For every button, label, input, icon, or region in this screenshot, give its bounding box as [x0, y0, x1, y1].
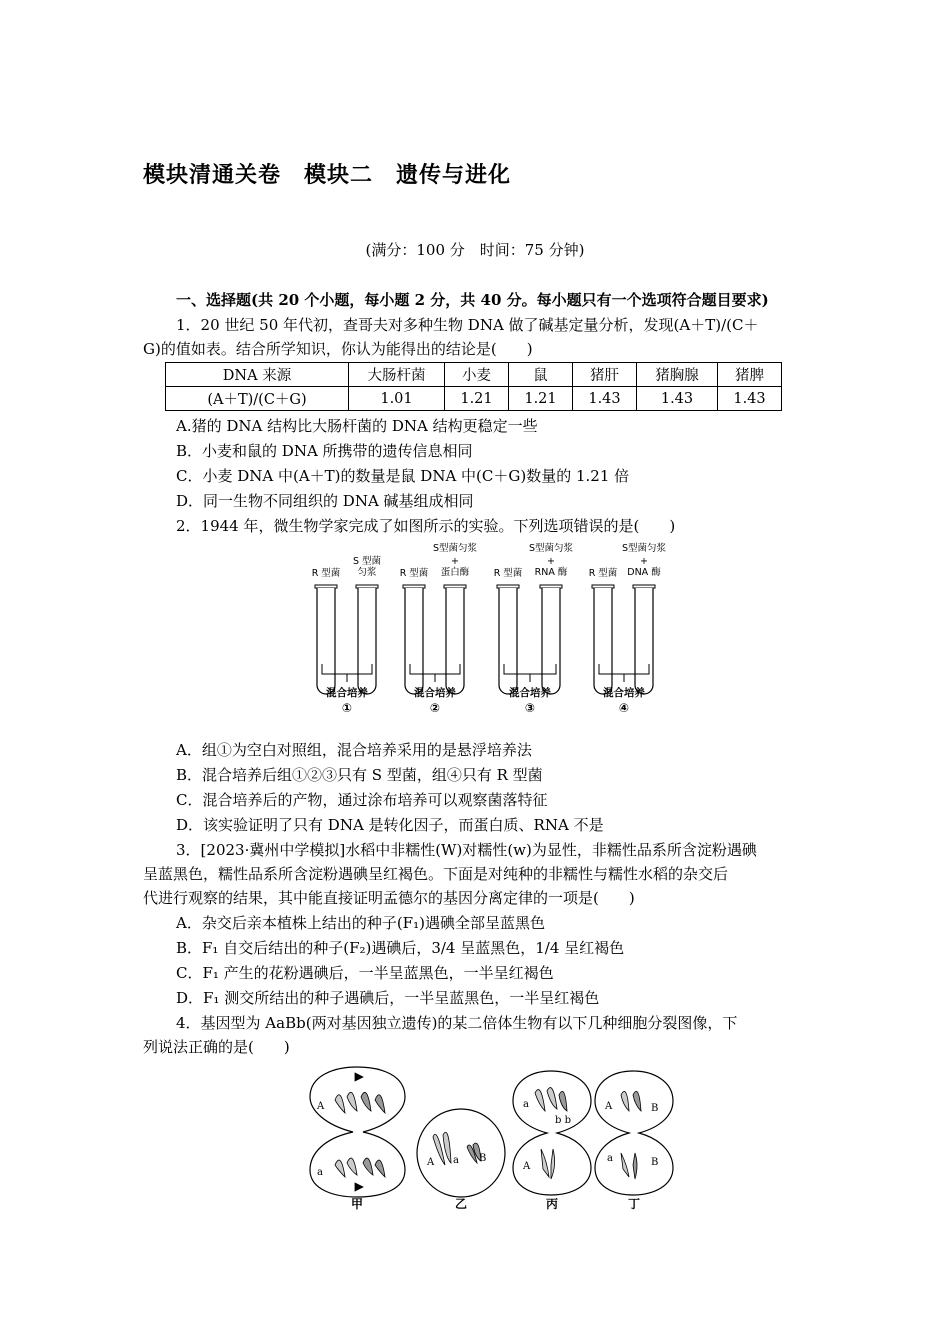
gene-label: B: [479, 1153, 487, 1164]
gene-label: A: [523, 1161, 531, 1172]
fig-s-label: S型菌匀浆: [528, 543, 574, 554]
fig-group-mark: ③: [524, 701, 536, 715]
fig-enzyme: RNA 酶: [534, 567, 568, 578]
gene-label: b b: [555, 1115, 571, 1126]
table-cell: 1.21: [445, 387, 509, 411]
table-cell: 1.43: [718, 387, 782, 411]
q2-option-c: C．混合培养后的产物，通过涂布培养可以观察菌落特征: [176, 791, 548, 809]
gene-label: A: [427, 1157, 435, 1168]
cell-label: 乙: [454, 1197, 468, 1210]
exam-info: (满分：100 分 时间：75 分钟): [365, 241, 585, 259]
fig-plus: +: [547, 556, 555, 567]
fig-group-mark: ①: [341, 701, 353, 715]
table-cell: (A＋T)/(C＋G): [166, 387, 349, 411]
table-header-cell: 小麦: [445, 363, 509, 387]
q4-stem-line1: 4．基因型为 AaBb(两对基因独立遗传)的某二倍体生物有以下几种细胞分裂图像，下: [176, 1014, 738, 1032]
table-header-cell: 猪肝: [573, 363, 637, 387]
section-heading: 一、选择题(共 20 个小题，每小题 2 分，共 40 分。每小题只有一个选项符合题目要求): [176, 291, 769, 309]
table-cell: 1.43: [573, 387, 637, 411]
table-header-cell: 猪胸腺: [637, 363, 718, 387]
fig-s-label: 匀浆: [357, 567, 377, 578]
fig-mix-label: 混合培养: [326, 687, 368, 699]
gene-label: a: [523, 1099, 529, 1110]
fig-r-label: R 型菌: [493, 568, 523, 579]
cell-label: 丙: [545, 1197, 559, 1210]
fig-s-label: S型菌匀浆: [432, 543, 478, 554]
q3-option-c: C．F₁ 产生的花粉遇碘后，一半呈蓝黑色，一半呈红褐色: [176, 964, 554, 982]
gene-label: A: [317, 1101, 325, 1112]
q2-stem: 2．1944 年，微生物学家完成了如图所示的实验。下列选项错误的是( ): [176, 517, 676, 535]
gene-label: a: [317, 1167, 323, 1178]
q3-option-a: A．杂交后亲本植株上结出的种子(F₁)遇碘全部呈蓝黑色: [176, 914, 545, 932]
q2-option-a: A．组①为空白对照组，混合培养采用的是悬浮培养法: [176, 741, 532, 759]
gene-label: a: [607, 1153, 613, 1164]
table-row: [166, 363, 782, 387]
q3-stem-line1: 3．[2023·冀州中学模拟]水稻中非糯性(W)对糯性(w)为显性，非糯性品系所含淀粉遇碘: [176, 841, 757, 859]
gene-label: A: [605, 1101, 613, 1112]
table-cell: 1.21: [509, 387, 573, 411]
cell-jia: [310, 1067, 405, 1197]
table-cell: 1.43: [637, 387, 718, 411]
fig-plus: +: [640, 556, 648, 567]
fig-r-label: R 型菌: [399, 568, 429, 579]
cell-yi: [417, 1109, 505, 1197]
q2-option-b: B．混合培养后组①②③只有 S 型菌，组④只有 R 型菌: [176, 766, 543, 784]
gene-label: a: [453, 1155, 459, 1166]
table-header-cell: 猪脾: [718, 363, 782, 387]
q1-option-d: D．同一生物不同组织的 DNA 碱基组成相同: [176, 492, 474, 510]
fig-enzyme: DNA 酶: [627, 567, 661, 578]
q1-data-table: [165, 362, 782, 411]
fig-s-label: S 型菌: [352, 556, 382, 567]
fig-s-label: S型菌匀浆: [621, 543, 667, 554]
gene-label: B: [651, 1157, 659, 1168]
q3-option-b: B．F₁ 自交后结出的种子(F₂)遇碘后，3/4 呈蓝黑色，1/4 呈红褐色: [176, 939, 625, 957]
q1-stem-line2: G)的值如表。结合所学知识，你认为能得出的结论是( ): [143, 340, 533, 358]
test-tubes: [315, 585, 655, 694]
q4-stem-line2: 列说法正确的是( ): [143, 1038, 290, 1056]
q3-stem-line2: 呈蓝黑色，糯性品系所含淀粉遇碘呈红褐色。下面是对纯种的非糯性与糯性水稻的杂交后: [143, 865, 729, 883]
fig-enzyme: 蛋白酶: [440, 567, 470, 578]
fig-mix-label: 混合培养: [509, 687, 551, 699]
table-cell: 1.01: [349, 387, 445, 411]
cell-label: 甲: [350, 1197, 364, 1210]
fig-mix-label: 混合培养: [603, 687, 645, 699]
cell-ding: [595, 1071, 673, 1195]
q1-option-c: C．小麦 DNA 中(A＋T)的数量是鼠 DNA 中(C＋G)数量的 1.21 倍: [176, 467, 630, 485]
table-header-cell: 大肠杆菌: [349, 363, 445, 387]
fig-group-mark: ②: [429, 701, 441, 715]
fig-r-label: R 型菌: [588, 568, 618, 579]
fig-plus: +: [451, 556, 459, 567]
page-title: 模块清通关卷 模块二 遗传与进化: [143, 163, 512, 188]
q2-experiment-figure: [300, 540, 680, 720]
fig-group-mark: ④: [618, 701, 630, 715]
q1-option-b: B．小麦和鼠的 DNA 所携带的遗传信息相同: [176, 442, 473, 460]
gene-label: B: [651, 1103, 659, 1114]
fig-r-label: R 型菌: [311, 568, 341, 579]
q4-cell-division-figure: [305, 1065, 690, 1210]
q1-stem-line1: 1．20 世纪 50 年代初，查哥夫对多种生物 DNA 做了碱基定量分析，发现(A＋T)/(C＋: [176, 316, 759, 334]
q2-option-d: D．该实验证明了只有 DNA 是转化因子，而蛋白质、RNA 不是: [176, 816, 604, 834]
cell-label: 丁: [627, 1197, 641, 1210]
table-header-cell: 鼠: [509, 363, 573, 387]
table-header-cell: DNA 来源: [166, 363, 349, 387]
q1-option-a: A.猪的 DNA 结构比大肠杆菌的 DNA 结构更稳定一些: [176, 417, 538, 435]
q3-option-d: D．F₁ 测交所结出的种子遇碘后，一半呈蓝黑色，一半呈红褐色: [176, 989, 600, 1007]
q3-stem-line3: 代进行观察的结果，其中能直接证明孟德尔的基因分离定律的一项是( ): [143, 889, 635, 907]
table-row: [166, 387, 782, 411]
fig-mix-label: 混合培养: [414, 687, 456, 699]
